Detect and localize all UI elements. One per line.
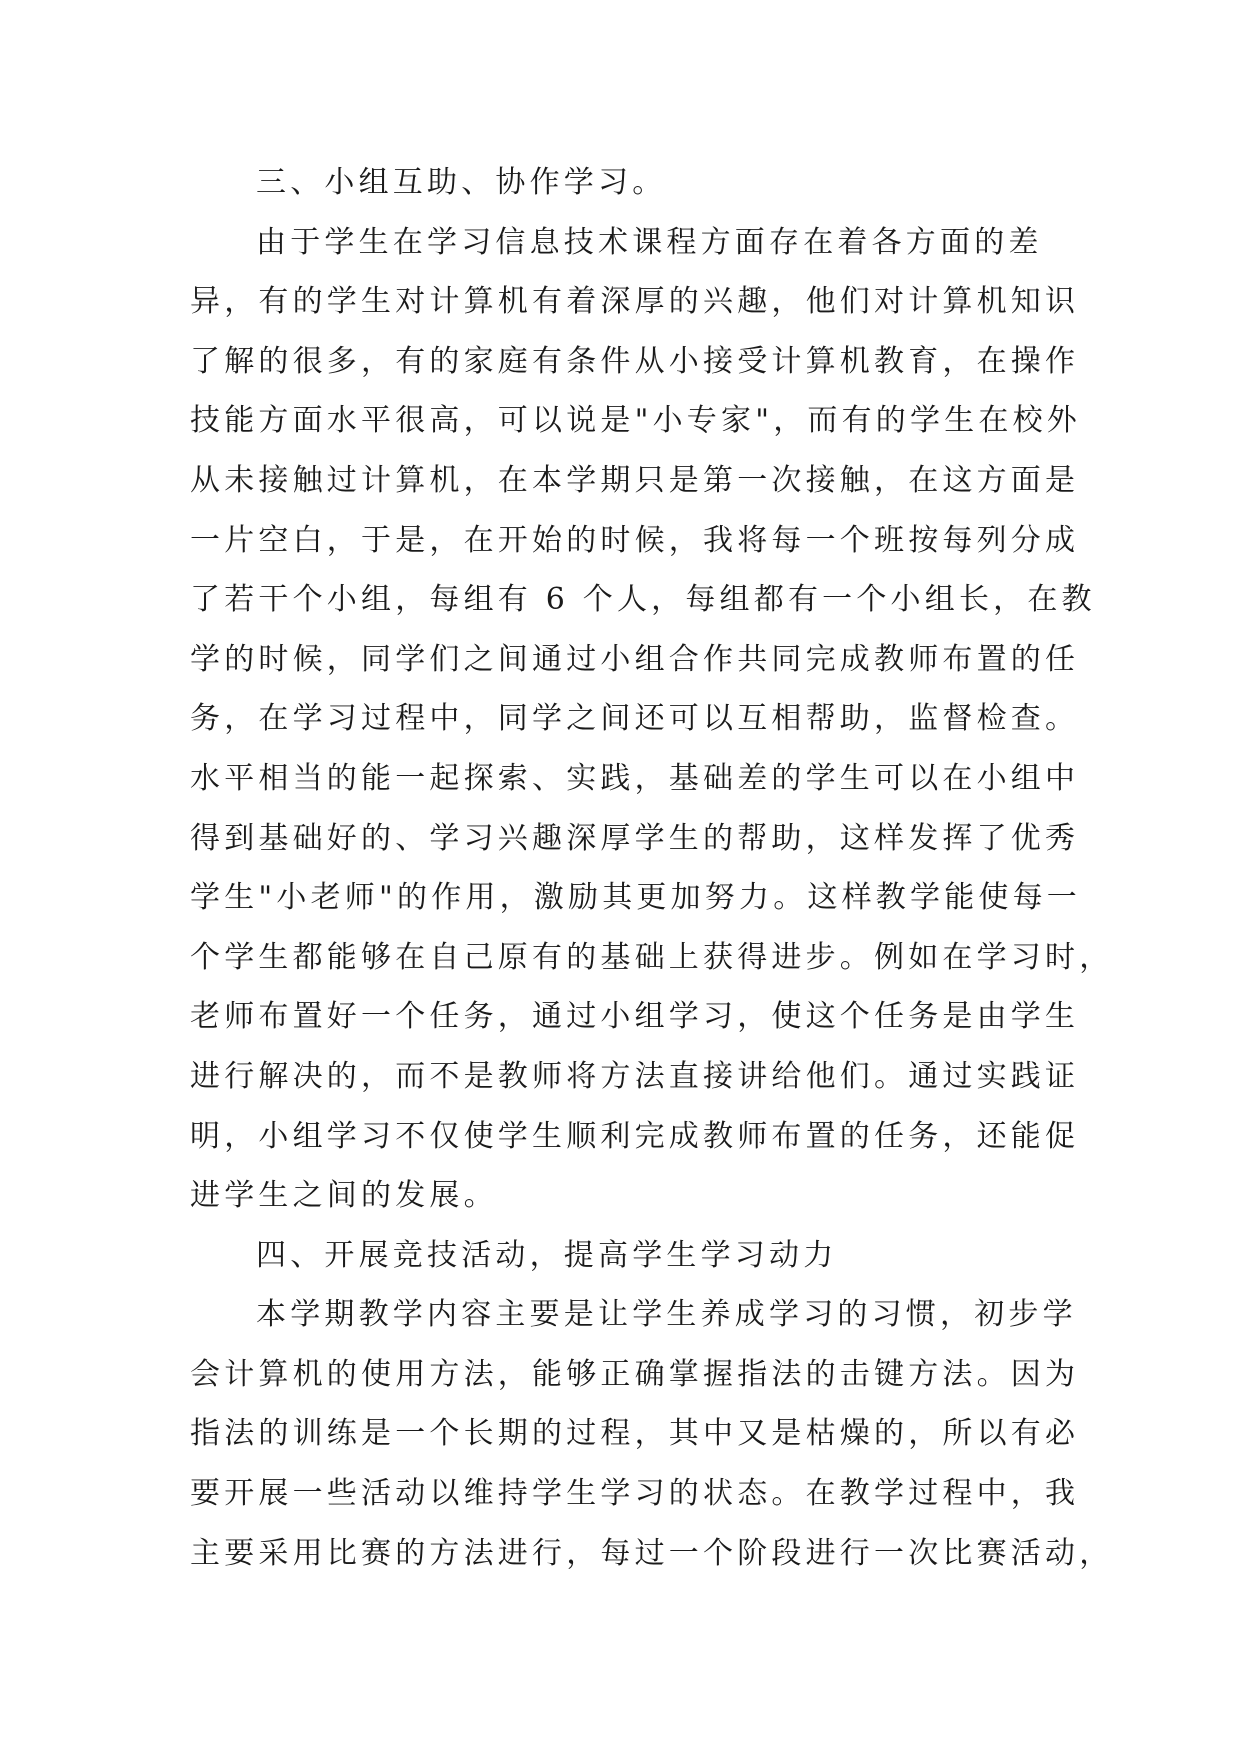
section-heading-3: 三、小组互助、协作学习。 bbox=[256, 165, 667, 200]
paragraph-line: 老师布置好一个任务，通过小组学习，使这个任务是由学生 bbox=[190, 999, 1080, 1035]
paragraph-line: 务，在学习过程中，同学之间还可以互相帮助，监督检查。 bbox=[190, 701, 1080, 737]
paragraph-line: 技能方面水平很高，可以说是"小专家"，而有的学生在校外 bbox=[190, 403, 1081, 439]
paragraph-line: 进学生之间的发展。 bbox=[190, 1178, 498, 1214]
paragraph-line: 主要采用比赛的方法进行，每过一个阶段进行一次比赛活动， bbox=[190, 1535, 1114, 1571]
paragraph-line: 明，小组学习不仅使学生顺利完成教师布置的任务，还能促 bbox=[190, 1118, 1080, 1154]
paragraph-line: 由于学生在学习信息技术课程方面存在着各方面的差 bbox=[256, 224, 1043, 260]
paragraph-line: 要开展一些活动以维持学生学习的状态。在教学过程中，我 bbox=[190, 1476, 1080, 1512]
paragraph-line: 指法的训练是一个长期的过程，其中又是枯燥的，所以有必 bbox=[190, 1416, 1080, 1452]
paragraph-line: 水平相当的能一起探索、实践，基础差的学生可以在小组中 bbox=[190, 760, 1080, 796]
paragraph-line: 了若干个小组，每组有 6 个人，每组都有一个小组长，在教 bbox=[190, 582, 1096, 618]
paragraph-line: 学生"小老师"的作用，激励其更加努力。这样教学能使每一 bbox=[190, 880, 1081, 916]
paragraph-line: 了解的很多，有的家庭有条件从小接受计算机教育，在操作 bbox=[190, 343, 1080, 379]
paragraph-line: 本学期教学内容主要是让学生养成学习的习惯，初步学 bbox=[256, 1297, 1077, 1333]
paragraph-section-3 bbox=[190, 213, 1114, 1226]
paragraph-line: 进行解决的，而不是教师将方法直接讲给他们。通过实践证 bbox=[190, 1058, 1080, 1094]
paragraph-line: 会计算机的使用方法，能够正确掌握指法的击键方法。因为 bbox=[190, 1356, 1080, 1392]
paragraph-line: 一片空白，于是，在开始的时候，我将每一个班按每列分成 bbox=[190, 522, 1080, 558]
paragraph-section-4 bbox=[190, 1285, 1114, 1583]
paragraph-line: 个学生都能够在自己原有的基础上获得进步。例如在学习时， bbox=[190, 939, 1114, 975]
paragraph-line: 得到基础好的、学习兴趣深厚学生的帮助，这样发挥了优秀 bbox=[190, 820, 1080, 856]
section-heading-4: 四、开展竞技活动，提高学生学习动力 bbox=[256, 1237, 838, 1273]
paragraph-line: 异，有的学生对计算机有着深厚的兴趣，他们对计算机知识 bbox=[190, 284, 1080, 320]
paragraph-line: 从未接触过计算机，在本学期只是第一次接触，在这方面是 bbox=[190, 462, 1080, 498]
paragraph-line: 学的时候，同学们之间通过小组合作共同完成教师布置的任 bbox=[190, 641, 1080, 677]
document-body bbox=[190, 153, 1114, 1583]
